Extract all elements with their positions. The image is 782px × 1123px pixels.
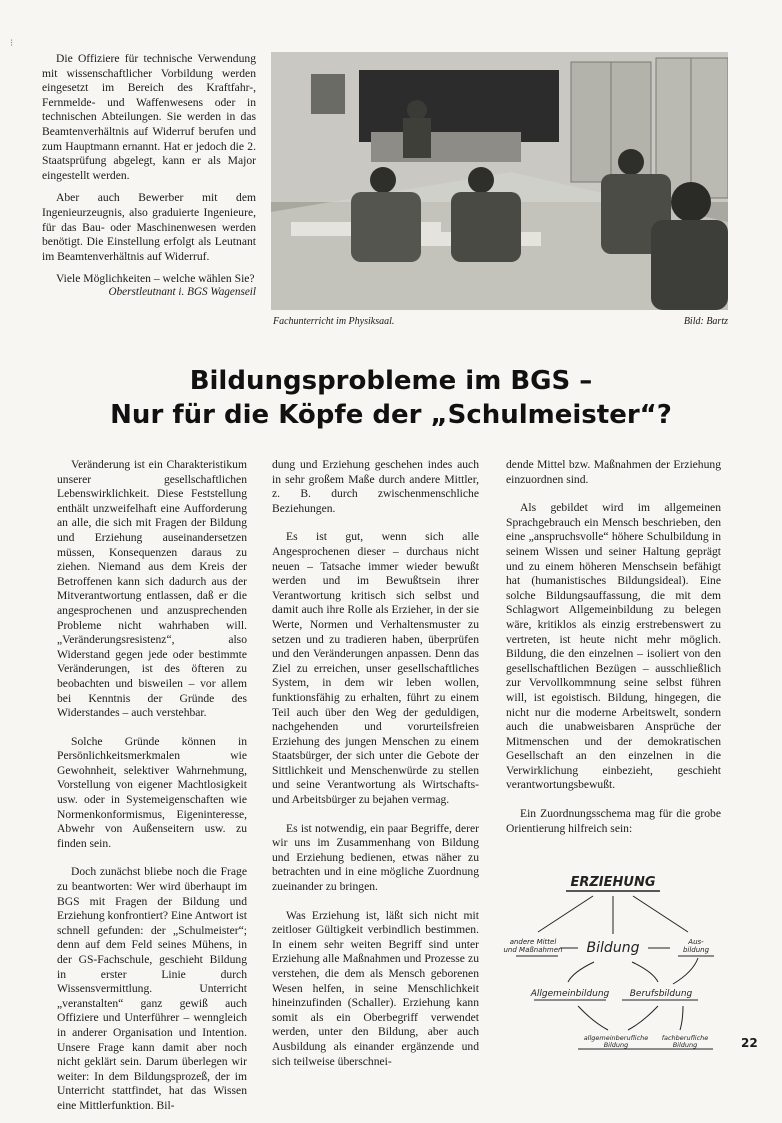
- body-paragraph: Ein Zuordnungsschema mag für die grobe Orientierung hilfreich sein:: [506, 807, 721, 835]
- body-paragraph: Veränderung ist ein Charakteristikum unserer gesellschaftlichen Lebenswirklichkeit. Diese Feststellung enthält unzweifelhaft eine Aufforderung an alle, die sich mit Fragen der Bildung und Erziehung auseinandersetzen müssen, Konsequenzen daraus zu ziehen. Niemand aus dem Kreis der Betroffenen kann sich dadurch aus der Mitverantwortung entlassen, daß er die angesprochenen und anzusprechenden Probleme nicht wahrhaben will. „Veränderungsresistenz“, also Widerstand gegen jede oder bestimmte Veränderungen, ist des öfteren zu beobachten und bisweilen – vor allem bei Kenntnis der Gründe des Widerstandes – auch verstehbar.: [57, 458, 247, 720]
- diagram-allgemeinbildung-label: Allgemeinbildung: [530, 989, 610, 999]
- headline-line-1: Bildungsprobleme im BGS –: [189, 366, 593, 396]
- diagram-general-vocational-label: allgemeinberufliche: [583, 1034, 649, 1042]
- intro-paragraph: Die Offiziere für technische Verwendung mit wissenschaftlicher Vorbildung werden eingesetzt im Bereich des Kraftfahr-, Fernmelde- und Waffenwesens oder in technischen Abteilungen. Sie werden in das Beamtenverhältnis auf Widerruf berufen und zum Hauptmann ernannt. Hat er jedoch die 2. Staatsprüfung abgelegt, kann er als Major eingestellt werden.: [42, 52, 256, 182]
- diagram-other-means-label-2: und Maßnahmen: [503, 946, 563, 954]
- article-column-3: [506, 458, 721, 845]
- diagram-general-vocational-label-2: Bildung: [603, 1041, 629, 1049]
- body-paragraph: dende Mittel bzw. Maßnahmen der Erziehung einzuordnen sind.: [506, 458, 721, 486]
- photo-credit: Bild: Bartz: [683, 316, 728, 327]
- headline-line-2: Nur für die Köpfe der „Schulmeister“?: [110, 400, 672, 430]
- body-paragraph: Es ist notwendig, ein paar Begriffe, derer wir uns im Zusammenhang von Bildung und Erziehung bedienen, etwas näher zu betrachten und in eine mögliche Zuordnung zueinander zu bringen.: [272, 821, 479, 894]
- article-headline: [0, 364, 782, 432]
- body-paragraph: Es ist gut, wenn sich alle Angesprochenen dieser – durchaus nicht neuen – Tatsache immer wieder bewußt werden und im Bewußtsein ihrer Verantwortung kritisch sich selbst und damit auch ihre Rolle als Erzieher, in der sie Werte, Normen und Verhaltensmuster zu setzen und zu tradieren haben, überprüfen und den Veränderungen anpassen. Denn das Ziel zu erreichen, unser gesellschaftliches System, in dem wir leben wollen, funktionsfähig zu erhalten, führt zu einem Teil auch über den Weg der geduldigen, nachgehenden und vorurteilsfreien Erziehung des jungen Menschen zu einem Staatsbürger, der sich unter die Gebote der Sittlichkeit und Menschenwürde zu stellen und seine Verantwortung als Wirtschafts- und Arbeitsbürger zu bejahen vermag.: [272, 530, 479, 807]
- body-paragraph: Was Erziehung ist, läßt sich nicht mit zeitloser Gültigkeit verbindlich bestimmen. In einem sehr weiten Begriff sind unter Erziehung alle Maßnahmen und Prozesse zu verstehen, die dem als Mensch geborenen Wesen helfen, in seine Menschlichkeit hineinzufinden (Schaller). Erziehung kann somit als ein Oberbegriff verwendet werden, unter den Bildung, aber auch Ausbildung als einander ergänzende und sich teilweise überschnei-: [272, 908, 479, 1068]
- intro-author: Oberstleutnant i. BGS Wagenseil: [108, 285, 256, 298]
- diagram-specialist-vocational-label: fachberufliche: [661, 1034, 709, 1042]
- classroom-photo: [271, 52, 728, 310]
- photo-caption: Fachunterricht im Physiksaal.: [273, 316, 395, 327]
- diagram-berufsbildung-label: Berufsbildung: [629, 989, 693, 999]
- body-paragraph: Als gebildet wird im allgemeinen Sprachgebrauch ein Mensch beschrieben, den eine „anspruchsvolle“ höhere Schulbildung in seinem Wissen und seiner Haltung geprägt und zu einem höheren Menschsein befähigt hat (humanistisches Bildungsideal). Eine solche Bildungsauffassung, die mit dem Schlagwort Allgemeinbildung zu belegen wäre, kritiklos als einzig erstrebenswert zu vertreten, ist heute nicht mehr möglich. Bildung, die den einzelnen – isoliert von den gesellschaftlichen Bezügen – ausschließlich zur Vervollkommnung seine selbst führen will, ist egoistisch. Bildung, hingegen, die nicht nur die moderne Arbeitswelt, sondern auch die unabweisbaren Ansprüche der Mitmenschen und der demokratischen Gesellschaft an den einzelnen in die Verwirklichung einbezieht, geschieht verantwortungsbewußt.: [506, 501, 721, 792]
- diagram-top-label: ERZIEHUNG: [570, 875, 656, 890]
- intro-column: [42, 52, 256, 300]
- body-paragraph: Solche Gründe können in Persönlichkeitsmerkmalen wie Gewohnheit, selektiver Wahrnehmung, Vorstellung von eigener Machtlosigkeit usw. oder in Systemeigenschaften wie Normenkonformismus, Eigeninteresse, Abwehr von Außenseitern usw. zu finden sein.: [57, 734, 247, 850]
- classification-diagram: [498, 872, 728, 1052]
- intro-paragraph: Aber auch Bewerber mit dem Ingenieurzeugnis, also graduierte Ingenieure, für das Bau- oder Maschinenwesen werden benötigt. Die Einstellung erfolgt als Leutnant im Beamtenverhältnis auf Widerruf.: [42, 191, 256, 263]
- diagram-bildung-label: Bildung: [586, 940, 640, 956]
- intro-paragraph: Viele Möglichkeiten – welche wählen Sie?: [56, 272, 255, 286]
- diagram-specialist-vocational-label-2: Bildung: [672, 1041, 698, 1049]
- diagram-ausbildung-label-2: bildung: [682, 946, 710, 954]
- diagram-ausbildung-label: Aus-: [688, 938, 704, 946]
- article-column-2: [272, 458, 479, 1078]
- article-column-1: [57, 458, 247, 1123]
- body-paragraph: dung und Erziehung geschehen indes auch in sehr großem Maße durch andere Mittler, z. B. durch zwischenmenschliche Beziehungen.: [272, 458, 479, 515]
- body-paragraph: Doch zunächst bliebe noch die Frage zu beantworten: Wer wird überhaupt im BGS mit Fragen der Bildung und Erziehung konfrontiert? Eine Antwort ist schnell gefunden: der „Schulmeister“; denn auf dem Feld seines Mühens, in der GS-Fachschule, geschieht Bildung in erster Linie durch Wissensvermittlung. Unterricht „veranstalten“ ganz gewiß auch Offiziere und Unterführer – wenngleich in anderer Organisation und Intention. Unsere Frage kann damit aber noch nicht geklärt sein. Darum überlegen wir weiter: In dem Bildungsprozeß, der im Unterricht stattfindet, hat das Wissen eine Mittlerfunktion. Bil-: [57, 865, 247, 1112]
- scan-edge-mark: ⁝: [10, 38, 14, 49]
- diagram-other-means-label: andere Mittel: [509, 938, 557, 946]
- page-number: 22: [741, 1036, 758, 1050]
